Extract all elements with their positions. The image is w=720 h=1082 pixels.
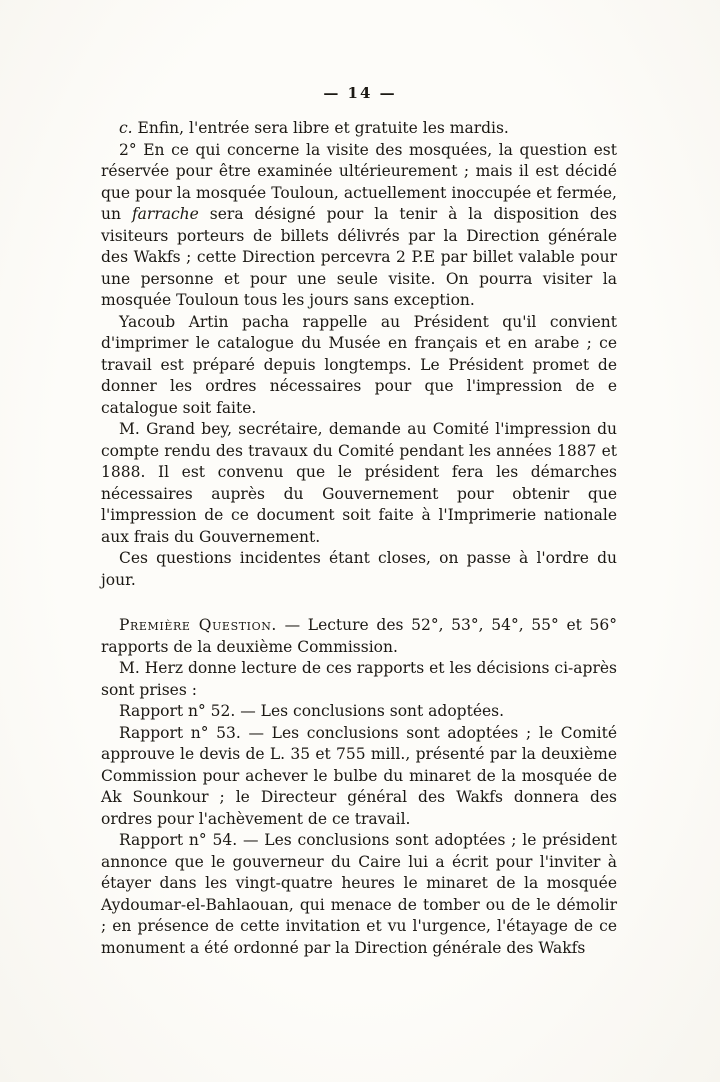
text-segment: Rapport n° 54. — Les conclusions sont adoptées ; le président annonce que le gouverneur du Caire lui a écrit pour l'inviter à étayer dans les vingt-quatre heures le minaret de la mosquée Aydoumar-el-Bahlaouan, qui menace de tomber ou de le démolir ; en présence de cette invitation et vu l'urgence, l'étayage de ce monument a été ordonné par la Direction générale des Wakfs: [101, 831, 617, 957]
text-segment: sera désigné pour la tenir à la disposition des visiteurs porteurs de billets délivrés par la Direction générale des Wakfs ; cette Direction percevra 2 P.E par billet valable pour une personne et pour une seule visite. On pourra visiter la mosquée Touloun tous les jours sans exception.: [101, 205, 617, 309]
text-segment: 2° En ce qui concerne la visite des mosquées, la question est réservée pour être examinée ultérieurement ; mais il est décidé que pour la mosquée Touloun, actuellement inoccupée et fermée, un: [101, 140, 617, 223]
text-segment: Yacoub Artin pacha rappelle au Président qu'il convient d'imprimer le catalogue du Musée en français et en arabe ; ce travail est préparé depuis longtemps. Le Président promet de donner les ordres nécessaires pour que l'impression de e catalogue soit faite.: [101, 312, 617, 417]
text-segment: Rapport n° 53. — Les conclusions sont adoptées ; le Comité approuve le devis de L. 35 et 755 mill., présenté par la deuxième Commission pour achever le bulbe du minaret de la mosquée de Ak Sounkour ; le Directeur général des Wakfs donnera des ordres pour l'achèvement de ce travail.: [101, 723, 617, 828]
paragraph: [101, 118, 617, 140]
text-segment: farrache: [131, 205, 199, 223]
text-segment: Première Question.: [119, 616, 277, 634]
text-segment: c.: [119, 119, 133, 137]
text-segment: — Lecture des 52°, 53°, 54°, 55° et 56° rapports de la deuxième Commission.: [101, 616, 617, 656]
paragraph-rapport-52: [101, 701, 617, 723]
text-segment: Rapport n° 52. — Les conclusions sont adoptées.: [119, 702, 505, 720]
text-segment: M. Grand bey, secrétaire, demande au Comité l'impression du compte rendu des travaux du Comité pendant les années 1887 et 1888. Il est convenu que le président fera les démarches nécessaires auprès du Gouvernement pour obtenir que l'impression de ce document soit faite à l'Imprimerie nationale aux frais du Gouvernement.: [101, 420, 617, 546]
paragraph: [101, 658, 617, 701]
text-segment: Enfin, l'entrée sera libre et gratuite les mardis.: [132, 119, 509, 137]
paragraph: [101, 312, 617, 420]
page-number: — 14 —: [323, 84, 397, 102]
paragraph: [101, 548, 617, 591]
paragraph: [101, 140, 617, 312]
paragraph-rapport-53: [101, 723, 617, 831]
text-segment: M. Herz donne lecture de ces rapports et les décisions ci-après sont prises :: [101, 659, 617, 699]
paragraph-premiere-question: [101, 615, 617, 658]
text-segment: Ces questions incidentes étant closes, on passe à l'ordre du jour.: [101, 549, 617, 589]
paragraph-rapport-54: [101, 830, 617, 959]
paragraph: [101, 419, 617, 548]
text-block: [101, 118, 617, 959]
